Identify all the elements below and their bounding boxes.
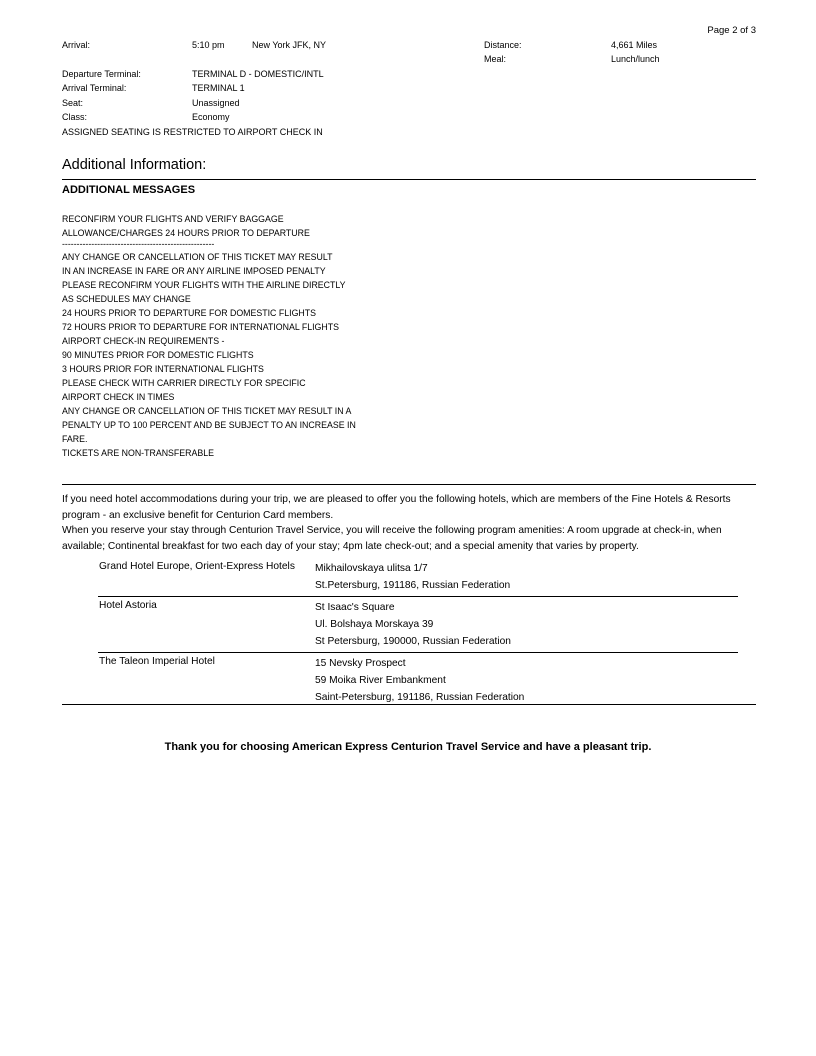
message-line: AS SCHEDULES MAY CHANGE <box>62 294 191 304</box>
additional-information-heading: Additional Information: <box>62 157 207 173</box>
arrival-terminal-value: TERMINAL 1 <box>192 83 245 93</box>
message-line: TICKETS ARE NON-TRANSFERABLE <box>62 448 215 458</box>
section-divider <box>62 179 756 180</box>
hotel-row <box>98 653 738 708</box>
hotel-address-line: Saint-Petersburg, 191186, Russian Federation <box>315 692 525 703</box>
hotel-address-line: St Isaac's Square <box>315 602 395 613</box>
arrival-label: Arrival: <box>62 40 91 50</box>
hotel-address-line: 59 Moika River Embankment <box>315 675 446 686</box>
distance-label: Distance: <box>484 40 522 50</box>
hotel-address-line: 15 Nevsky Prospect <box>315 658 406 669</box>
message-line: 72 HOURS PRIOR TO DEPARTURE FOR INTERNATIONAL FLIGHTS <box>62 322 339 332</box>
arrival-time: 5:10 pm <box>192 40 225 50</box>
message-line: AIRPORT CHECK-IN REQUIREMENTS - <box>62 336 225 346</box>
hotel-address <box>315 558 738 596</box>
hotel-row <box>98 597 738 653</box>
hotel-address-line: St.Petersburg, 191186, Russian Federation <box>315 580 511 591</box>
message-line: AIRPORT CHECK IN TIMES <box>62 392 175 402</box>
message-line: ANY CHANGE OR CANCELLATION OF THIS TICKET MAY RESULT IN A <box>62 406 352 416</box>
section-divider <box>62 704 756 705</box>
message-line: ANY CHANGE OR CANCELLATION OF THIS TICKET MAY RESULT <box>62 252 333 262</box>
hotel-address-line: Ul. Bolshaya Morskaya 39 <box>315 619 434 630</box>
additional-messages-title: ADDITIONAL MESSAGES <box>62 184 196 196</box>
meal-label: Meal: <box>484 54 507 64</box>
message-line: IN AN INCREASE IN FARE OR ANY AIRLINE IMPOSED PENALTY <box>62 266 326 276</box>
arrival-city: New York JFK, NY <box>252 40 327 50</box>
closing-message: Thank you for choosing American Express Centurion Travel Service and have a pleasant trip. <box>164 741 652 753</box>
departure-terminal-value: TERMINAL D - DOMESTIC/INTL <box>192 69 324 79</box>
departure-terminal-label: Departure Terminal: <box>62 69 141 79</box>
meal-value: Lunch/lunch <box>611 54 660 64</box>
hotels-intro-paragraph: When you reserve your stay through Centurion Travel Service, you will receive the following program amenities: A room upgrade at check-in, when available; Continental breakfast for two each day of your stay; 4pm late check-out; and a special amenity that varies by property. <box>62 525 722 552</box>
message-line: 90 MINUTES PRIOR FOR DOMESTIC FLIGHTS <box>62 350 254 360</box>
hotels-table <box>98 558 738 708</box>
hotel-address <box>315 597 738 652</box>
hotel-row <box>98 558 738 597</box>
seat-value: Unassigned <box>192 98 240 108</box>
distance-value: 4,661 Miles <box>611 40 658 50</box>
hotel-address-line: Mikhailovskaya ulitsa 1/7 <box>315 563 428 574</box>
hotel-address <box>315 653 738 708</box>
message-line: ALLOWANCE/CHARGES 24 HOURS PRIOR TO DEPARTURE <box>62 228 310 238</box>
message-line: FARE. <box>62 434 88 444</box>
message-line: RECONFIRM YOUR FLIGHTS AND VERIFY BAGGAGE <box>62 214 284 224</box>
class-label: Class: <box>62 112 88 122</box>
hotel-name: Grand Hotel Europe, Orient-Express Hotels <box>99 561 295 572</box>
message-line: PLEASE RECONFIRM YOUR FLIGHTS WITH THE AIRLINE DIRECTLY <box>62 280 346 290</box>
arrival-terminal-label: Arrival Terminal: <box>62 83 127 93</box>
hotel-name: The Taleon Imperial Hotel <box>99 656 215 667</box>
hotel-address-line: St Petersburg, 190000, Russian Federation <box>315 636 511 647</box>
seat-label: Seat: <box>62 98 84 108</box>
page-number: Page 2 of 3 <box>707 25 756 36</box>
class-value: Economy <box>192 112 230 122</box>
hotel-name: Hotel Astoria <box>99 600 157 611</box>
seating-note: ASSIGNED SEATING IS RESTRICTED TO AIRPORT CHECK IN <box>62 127 323 137</box>
hotels-intro <box>62 492 756 554</box>
message-line: 3 HOURS PRIOR FOR INTERNATIONAL FLIGHTS <box>62 364 264 374</box>
message-line: PLEASE CHECK WITH CARRIER DIRECTLY FOR SPECIFIC <box>62 378 306 388</box>
message-line: PENALTY UP TO 100 PERCENT AND BE SUBJECT TO AN INCREASE IN <box>62 420 356 430</box>
additional-messages-list <box>62 212 356 460</box>
hotels-intro-paragraph: If you need hotel accommodations during your trip, we are pleased to offer you the following hotels, which are members of the Fine Hotels & Resorts program - an exclusive benefit for Centurion Card members. <box>62 494 731 521</box>
message-line: ---------------------------------------------------- <box>62 239 215 249</box>
section-divider <box>62 484 756 485</box>
message-line: 24 HOURS PRIOR TO DEPARTURE FOR DOMESTIC FLIGHTS <box>62 308 317 318</box>
